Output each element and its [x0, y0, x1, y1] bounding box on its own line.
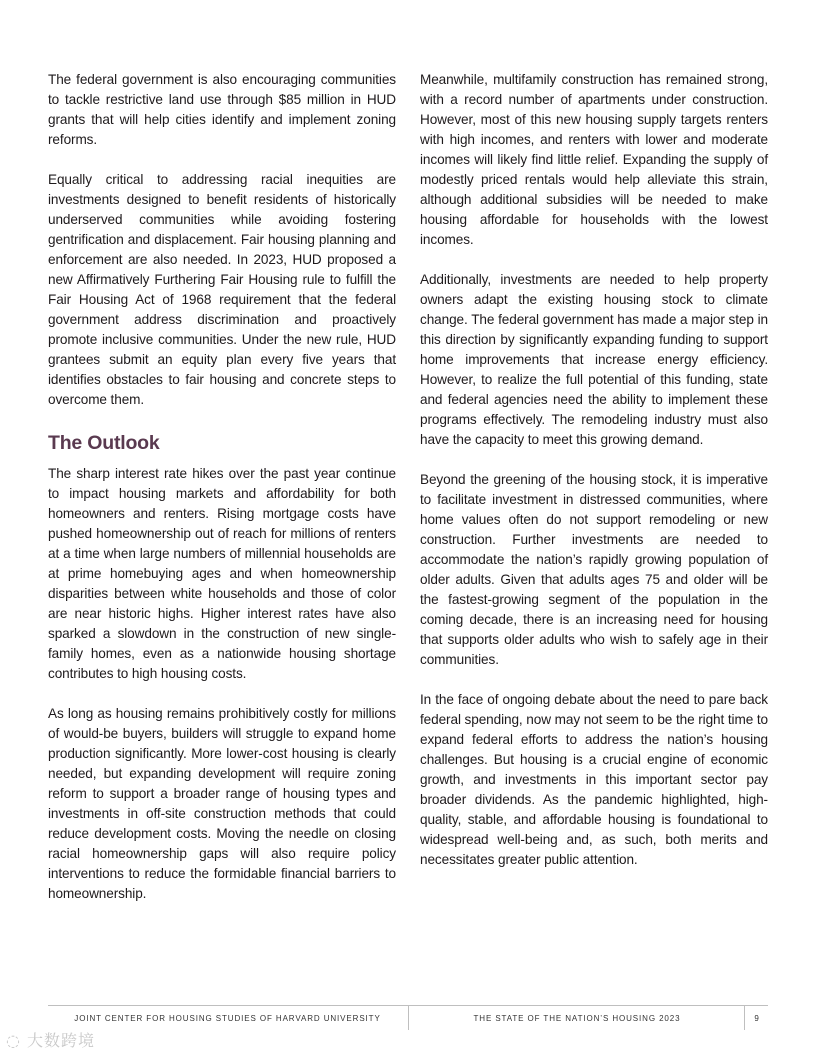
body-paragraph: In the face of ongoing debate about the need to pare back federal spending, now may not seem to be the right time to expand federal efforts to address the nation’s housing challenges. But housing is a crucial engine of economic growth, and investments in this important sector pay broader dividends. As the pandemic highlighted, high-quality, stable, and affordable housing is foundational to widespread well-being and, as such, both merits and necessitates greater public attention.	[420, 692, 768, 867]
body-paragraph: The federal government is also encouraging communities to tackle restrictive land use through $85 million in HUD grants that will help cities identify and implement zoning reforms.	[48, 72, 396, 147]
page-footer	[48, 1005, 768, 1030]
footer-publication-title: THE STATE OF THE NATION’S HOUSING 2023	[408, 1006, 745, 1030]
page-number: 9	[744, 1006, 769, 1030]
section-heading: The Outlook	[48, 432, 160, 454]
left-column	[48, 70, 396, 924]
body-paragraph: As long as housing remains prohibitively costly for millions of would-be buyers, builders will struggle to expand home production significantly. More lower-cost housing is clearly needed, but expanding development will require zoning reform to support a broader range of housing types and investments in off-site construction methods that could reduce development costs. Moving the needle on closing racial homeownership gaps will also require policy interventions to reduce the formidable financial barriers to homeownership.	[48, 706, 396, 901]
watermark-text: 大数跨境	[27, 1031, 96, 1050]
watermark-icon: ◌	[6, 1031, 28, 1050]
body-paragraph: Additionally, investments are needed to help property owners adapt the existing housing stock to climate change. The federal government has made a major step in this direction by significantly expanding funding to support home improvements that increase energy efficiency. However, to realize the full potential of this funding, state and federal agencies need the ability to implement these programs effectively. The remodeling industry must also have the capacity to meet this growing demand.	[420, 272, 768, 447]
body-paragraph: Meanwhile, multifamily construction has remained strong, with a record number of apartments under construction. However, most of this new housing supply targets renters with high incomes, and renters with lower and moderate incomes will likely find little relief. Expanding the supply of modestly priced rentals would help alleviate this strain, although additional subsidies will be needed to make housing affordable for households with the lowest incomes.	[420, 72, 768, 247]
watermark-logo	[6, 1028, 95, 1051]
body-paragraph: The sharp interest rate hikes over the past year continue to impact housing markets and affordability for both homeowners and renters. Rising mortgage costs have pushed homeownership out of reach for millions of renters at a time when large numbers of millennial households are at prime homebuying ages and when homeownership disparities between white households and those of color are near historic highs. Higher interest rates have also sparked a slowdown in the construction of new single-family homes, even as a nationwide housing shortage contributes to high housing costs.	[48, 466, 396, 681]
footer-organization: JOINT CENTER FOR HOUSING STUDIES OF HARVARD UNIVERSITY	[74, 1013, 381, 1023]
body-paragraph: Beyond the greening of the housing stock, it is imperative to facilitate investment in distressed communities, where home values often do not support remodeling or new construction. Further investments are needed to accommodate the nation’s rapidly growing population of older adults. Given that adults ages 75 and older will be the fastest-growing segment of the population in the coming decade, there is an increasing need for housing that supports older adults who wish to safely age in their communities.	[420, 472, 768, 667]
right-column	[420, 70, 768, 890]
body-paragraph: Equally critical to addressing racial inequities are investments designed to benefit residents of historically underserved communities while avoiding fostering gentrification and displacement. Fair housing planning and enforcement are also needed. In 2023, HUD proposed a new Affirmatively Furthering Fair Housing rule to fulfill the Fair Housing Act of 1968 requirement that the federal government address discrimination and proactively promote inclusive communities. Under the new rule, HUD grantees submit an equity plan every five years that identifies obstacles to fair housing and concrete steps to overcome them.	[48, 172, 396, 407]
